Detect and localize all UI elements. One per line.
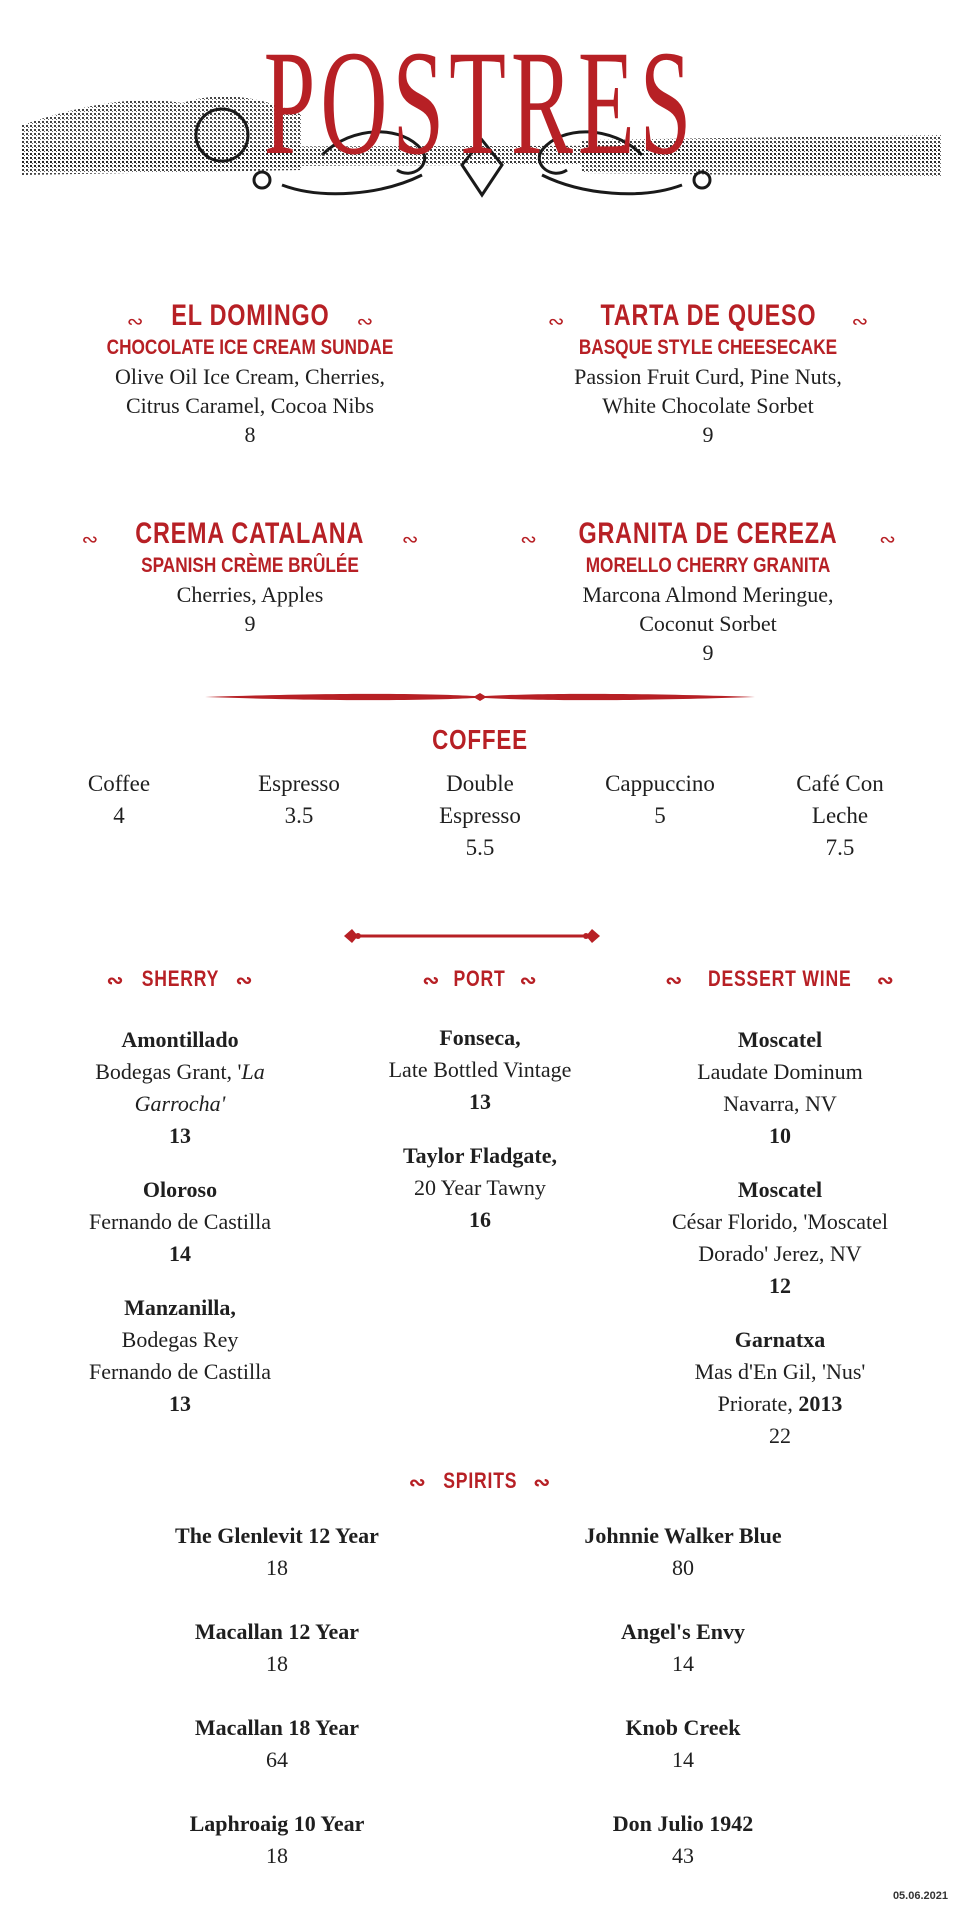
port-title: PORT [453,966,507,991]
wine-price: 12 [769,1273,791,1298]
wine-item [40,1292,320,1420]
spirit-name: The Glenlevit 12 Year [175,1523,379,1548]
dessert-description: Olive Oil Ice Cream, Cherries, [114,364,385,389]
dessert-price: 9 [244,611,256,636]
coffee-price: 5.5 [465,835,495,860]
wine-detail: Bodegas Rey [121,1327,239,1352]
wine-detail [40,1088,320,1120]
wine-detail [40,1056,320,1088]
dessert-price: 9 [702,640,714,665]
spirit-name: Angel's Envy [620,1619,746,1644]
wine-detail: 20 Year Tawny [414,1175,546,1200]
wine-detail: Late Bottled Vintage [388,1057,572,1082]
wine-price: 16 [469,1207,491,1232]
flourish-right-icon: ∾ [851,308,869,333]
wine-price: 13 [169,1123,191,1148]
dessert-name: TARTA DE QUESO [600,299,816,332]
spirit-price: 80 [672,1555,694,1580]
spirit-item [523,1616,843,1680]
flourish-right-icon: ∾ [533,1471,552,1494]
flourish-left-icon: ∾ [408,1471,427,1494]
dessert-subtitle: BASQUE STYLE CHEESECAKE [578,336,838,359]
wine-detail-text: Priorate, [717,1391,799,1416]
flourish-right-icon: ∾ [356,308,374,333]
flourish-right-icon: ∾ [519,969,538,992]
spirit-item [523,1808,843,1872]
dessert-description: White Chocolate Sorbet [602,393,814,418]
coffee-name: Espresso [439,803,521,828]
wine-name: Manzanilla, [124,1295,236,1320]
wine-detail: César Florido, 'Moscatel [672,1209,888,1234]
dessert-description: Citrus Caramel, Cocoa Nibs [125,393,375,418]
coffee-item [395,768,565,864]
menu-header [0,0,960,280]
coffee-name: Double [446,771,514,796]
spirit-price: 18 [266,1651,288,1676]
wine-detail: Laudate Dominum [697,1059,863,1084]
coffee-price: 7.5 [825,835,855,860]
wine-name: Taylor Fladgate, [402,1143,557,1168]
wine-price: 22 [769,1423,791,1448]
flourish-right-icon: ∾ [401,526,419,551]
spirit-name: Macallan 18 Year [194,1715,360,1740]
wine-item [640,1324,920,1452]
spirit-name: Don Julio 1942 [612,1811,754,1836]
spirit-item [117,1616,437,1680]
coffee-heading: COFFEE [432,724,528,755]
sherry-heading [80,966,280,993]
flourish-left-icon: ∾ [422,969,441,992]
wine-detail-text: Bodegas Grant, ' [95,1059,242,1084]
dessert-description: Cherries, Apples [176,582,324,607]
dessert-description: Marcona Almond Meringue, [582,582,834,607]
wine-name: Amontillado [121,1027,239,1052]
dessert-item [50,516,450,638]
spirit-price: 14 [672,1651,694,1676]
wine-name: Moscatel [737,1027,823,1052]
dessert-description: Passion Fruit Curd, Pine Nuts, [574,364,842,389]
wine-detail-italic: La [241,1059,265,1084]
coffee-name: Coffee [87,771,151,796]
spirit-price: 18 [266,1843,288,1868]
divider-icon [344,926,600,946]
wine-price: 10 [769,1123,791,1148]
wine-price: 14 [169,1241,191,1266]
dessert-name: CREMA CATALANA [135,517,365,550]
wine-item [640,1024,920,1152]
wine-item [40,1174,320,1270]
wine-name: Fonseca, [439,1025,521,1050]
spirits-heading [380,1468,580,1495]
spirit-item [117,1520,437,1584]
wine-detail: Fernando de Castilla [88,1359,272,1384]
dessert-item [508,298,908,449]
dessert-subtitle: MORELLO CHERRY GRANITA [585,554,831,577]
coffee-price: 3.5 [284,803,314,828]
flourish-right-icon: ∾ [876,969,895,992]
spirit-name: Johnnie Walker Blue [584,1523,782,1548]
spirit-item [523,1712,843,1776]
dessert-description: Coconut Sorbet [639,611,777,636]
spirits-title: SPIRITS [442,1468,518,1493]
coffee-item [755,768,925,864]
wine-detail: Navarra, NV [723,1091,837,1116]
wine-item [640,1174,920,1302]
spirit-item [117,1808,437,1872]
wine-detail: Mas d'En Gil, 'Nus' [694,1359,866,1384]
spirit-price: 64 [266,1747,288,1772]
wine-name: Moscatel [737,1177,823,1202]
dessert-name: EL DOMINGO [170,299,330,332]
spirit-name: Macallan 12 Year [194,1619,360,1644]
flourish-right-icon: ∾ [879,526,896,551]
flourish-left-icon: ∾ [81,526,99,551]
wine-item [340,1022,620,1118]
coffee-item [214,768,384,832]
dessert-item [508,516,908,667]
dessert-price: 9 [702,422,714,447]
sherry-list [40,1024,320,1420]
flourish-left-icon: ∾ [547,308,565,333]
coffee-price: 5 [654,803,666,828]
spirit-price: 14 [672,1747,694,1772]
wine-detail-italic: Garrocha' [134,1091,226,1116]
wine-name: Oloroso [142,1177,218,1202]
wine-item [40,1024,320,1152]
divider-icon [205,690,755,704]
port-list [340,1022,620,1236]
flourish-left-icon: ∾ [106,969,125,992]
dessert-wine-title: DESSERT WINE [708,966,852,991]
coffee-name: Leche [811,803,869,828]
spirit-price: 18 [266,1555,288,1580]
coffee-name: Cappuccino [605,771,715,796]
spirit-price: 43 [672,1843,694,1868]
coffee-item [34,768,204,832]
dessert-subtitle: CHOCOLATE ICE CREAM SUNDAE [106,336,394,359]
spirit-item [117,1712,437,1776]
flourish-left-icon: ∾ [665,969,684,992]
port-heading [380,966,580,993]
dessert-name: GRANITA DE CEREZA [578,517,838,550]
coffee-price: 4 [113,803,125,828]
wine-detail [640,1388,920,1420]
coffee-name: Café Con [796,771,884,796]
flourish-left-icon: ∾ [126,308,144,333]
spirit-name: Knob Creek [625,1715,741,1740]
dessert-subtitle: SPANISH CRÈME BRÛLÉE [141,554,359,577]
flourish-left-icon: ∾ [520,526,537,551]
flourish-right-icon: ∾ [235,969,254,992]
dessert-wine-list [640,1024,920,1452]
wine-price: 13 [469,1089,491,1114]
wine-price: 13 [169,1391,191,1416]
dessert-wine-heading [630,966,930,993]
menu-date: 05.06.2021 [892,1890,948,1902]
coffee-item [575,768,745,832]
wine-item [340,1140,620,1236]
sherry-title: SHERRY [141,966,219,991]
wine-detail: Fernando de Castilla [88,1209,272,1234]
wine-name: Garnatxa [734,1327,826,1352]
spirit-name: Laphroaig 10 Year [189,1811,365,1836]
coffee-name: Espresso [258,771,340,796]
spirit-item [523,1520,843,1584]
dessert-item [50,298,450,449]
wine-vintage: 2013 [798,1391,843,1416]
dessert-price: 8 [244,422,256,447]
page-title: POSTRES [263,20,697,186]
wine-detail: Dorado' Jerez, NV [698,1241,862,1266]
